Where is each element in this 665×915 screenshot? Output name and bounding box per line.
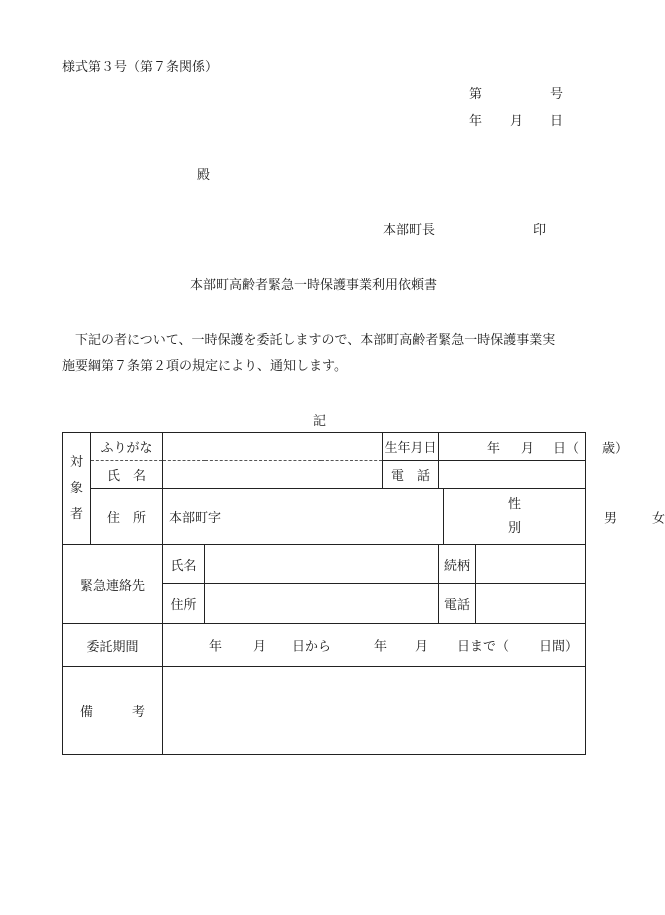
- em-name-label: 氏名: [163, 545, 205, 584]
- birthdate-label: 生年月日: [383, 433, 439, 461]
- em-phone-label: 電話: [439, 584, 476, 624]
- address-field[interactable]: 本部町字: [163, 489, 444, 545]
- period-end-year: 年: [374, 639, 388, 655]
- date-month: 月: [510, 114, 524, 129]
- furigana-label: ふりがな: [91, 433, 163, 461]
- period-field[interactable]: [163, 624, 586, 667]
- request-form-table: [62, 432, 665, 755]
- birth-day-unit: 日（: [553, 441, 580, 456]
- period-start-year: 年: [209, 639, 223, 655]
- period-start-day: 日から: [292, 639, 332, 655]
- birth-month-unit: 月: [521, 441, 535, 456]
- period-end-month: 月: [415, 639, 429, 655]
- period-start-month: 月: [253, 639, 267, 655]
- furigana-field[interactable]: [163, 433, 383, 461]
- subject-label: 対象者: [69, 454, 83, 522]
- emergency-contact-label: 緊急連絡先: [63, 545, 163, 624]
- period-end-day: 日まで（: [457, 639, 510, 655]
- sex-label-cell: [444, 489, 586, 545]
- em-name-field[interactable]: [205, 545, 439, 584]
- remarks-field[interactable]: [163, 667, 586, 755]
- subject-label-cell: [63, 433, 91, 545]
- sex-male[interactable]: 男: [604, 511, 618, 526]
- em-address-label: 住所: [163, 584, 205, 624]
- date-year: 年: [469, 114, 483, 129]
- birth-age-unit: 歳）: [602, 441, 629, 456]
- sex-label: 性別: [508, 496, 522, 536]
- remarks-label: 備 考: [63, 667, 163, 755]
- birth-year-unit: 年: [487, 441, 501, 456]
- body-line-1: 下記の者について、一時保護を委託しますので、本部町高齢者緊急一時保護事業実: [75, 333, 556, 348]
- em-address-field[interactable]: [205, 584, 439, 624]
- ki-heading: 記: [313, 414, 327, 429]
- document-title: 本部町高齢者緊急一時保護事業利用依頼書: [190, 278, 438, 293]
- date-day: 日: [550, 114, 564, 129]
- period-days: 日間）: [539, 639, 579, 655]
- em-relation-field[interactable]: [476, 545, 586, 584]
- em-relation-label: 続柄: [439, 545, 476, 584]
- doc-number-prefix: 第: [469, 87, 483, 102]
- sex-female[interactable]: 女: [652, 511, 665, 526]
- doc-number-suffix: 号: [550, 87, 564, 102]
- name-label: 氏 名: [91, 461, 163, 489]
- name-field[interactable]: [163, 461, 383, 489]
- address-label: 住 所: [91, 489, 163, 545]
- seal-mark: 印: [533, 223, 547, 238]
- phone-label: 電 話: [383, 461, 439, 489]
- em-phone-field[interactable]: [476, 584, 586, 624]
- body-line-2: 施要綱第７条第２項の規定により、通知します。: [62, 359, 347, 374]
- birthdate-field[interactable]: [439, 433, 629, 461]
- form-number-label: 様式第３号（第７条関係）: [62, 60, 219, 75]
- period-label: 委託期間: [63, 624, 163, 667]
- phone-field[interactable]: [439, 461, 586, 489]
- addressee-suffix: 殿: [197, 168, 211, 183]
- issuer-name: 本部町長: [383, 223, 436, 238]
